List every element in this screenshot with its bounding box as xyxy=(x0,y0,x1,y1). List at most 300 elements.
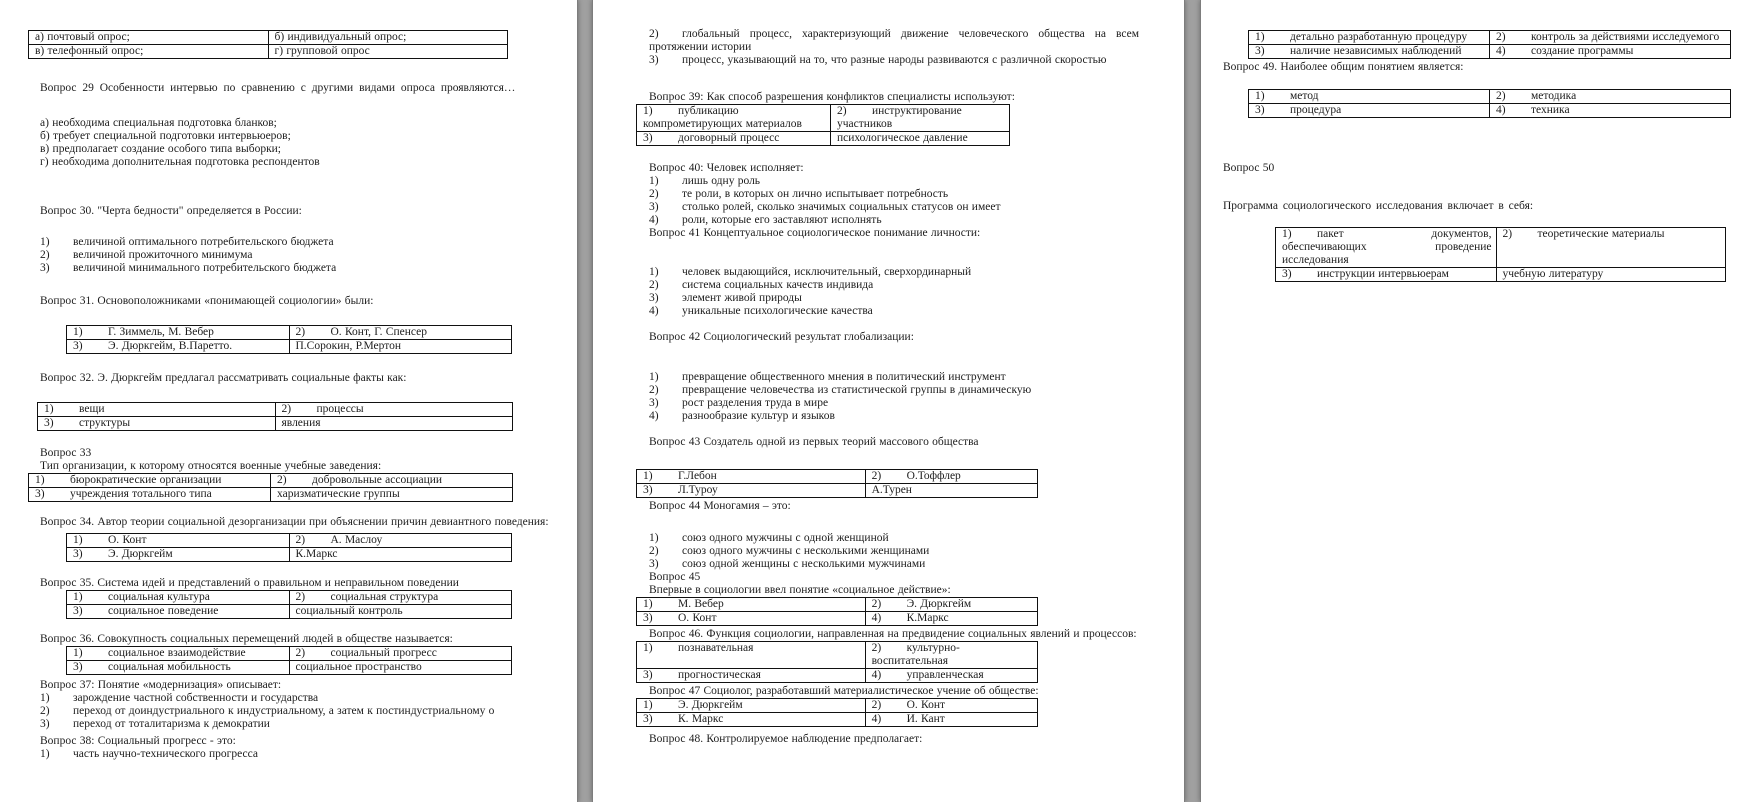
table-row xyxy=(67,591,512,605)
option-item xyxy=(649,201,1139,214)
answer-table xyxy=(636,641,1038,683)
answer-table xyxy=(28,30,508,59)
cell-number: 1) xyxy=(1282,228,1292,240)
answer-cell xyxy=(289,534,512,548)
answer-cell xyxy=(67,534,290,548)
table-row xyxy=(67,534,512,548)
options-list xyxy=(40,117,557,169)
cell-number: 2) xyxy=(295,326,306,338)
table-row xyxy=(637,470,1038,484)
options-list xyxy=(649,28,1139,67)
cell-text: К. Маркс xyxy=(678,713,724,725)
cell-number: 4) xyxy=(1496,104,1506,116)
option-text: превращение человечества из статистической группы в динамическую xyxy=(682,384,1032,396)
answer-table xyxy=(1248,89,1731,118)
option-number: 2) xyxy=(649,28,659,40)
option-number: 1) xyxy=(40,692,50,704)
option-text: зарождение частной собственности и государства xyxy=(73,692,319,704)
option-number: 3) xyxy=(40,262,50,274)
option-item xyxy=(649,175,1139,188)
page-1 xyxy=(0,0,578,802)
table-row xyxy=(1249,104,1731,118)
page-1-content xyxy=(35,0,557,761)
answer-cell xyxy=(637,612,866,626)
cell-number: 3) xyxy=(44,417,54,429)
cell-text: теоретические материалы xyxy=(1537,228,1665,240)
answer-table xyxy=(636,698,1038,727)
option-text: часть научно-технического прогресса xyxy=(73,748,258,760)
cell-text: культурно-воспитательная xyxy=(871,642,960,667)
answer-cell xyxy=(29,488,271,502)
spacer xyxy=(649,449,1139,469)
answer-cell xyxy=(1276,268,1497,282)
cell-number: 1) xyxy=(643,598,653,610)
question-paragraph: Вопрос 43 Создатель одной из первых теорий массового общества xyxy=(649,436,979,448)
cell-text: б) индивидуальный опрос; xyxy=(274,31,407,43)
answer-cell xyxy=(865,713,1037,727)
option-text: разнообразие культур и языков xyxy=(682,410,835,422)
option-number: 3) xyxy=(40,718,50,730)
table-row xyxy=(1249,45,1731,59)
question-paragraph: Вопрос 32. Э. Дюркгейм предлагал рассматривать социальные факты как: xyxy=(40,372,407,384)
table-row xyxy=(67,340,512,354)
table-row xyxy=(637,598,1038,612)
cell-text: познавательная xyxy=(678,642,754,654)
answer-table xyxy=(636,597,1038,626)
answer-cell xyxy=(289,340,512,354)
cell-text: социальное взаимодействие xyxy=(108,647,246,659)
table-row xyxy=(29,474,513,488)
option-number: 1) xyxy=(649,371,659,383)
answer-cell xyxy=(637,699,866,713)
cell-number: 1) xyxy=(643,699,653,711)
answer-cell xyxy=(289,591,512,605)
answer-cell xyxy=(1490,104,1731,118)
cell-text: управленческая xyxy=(906,669,984,681)
answer-cell xyxy=(271,474,513,488)
option-item xyxy=(40,249,557,262)
cell-number: 3) xyxy=(35,488,45,500)
cell-text: О. Конт xyxy=(678,612,717,624)
cell-text: социальная структура xyxy=(330,591,439,603)
cell-number: 1) xyxy=(44,403,54,415)
question-paragraph: Вопрос 44 Моногамия – это: xyxy=(649,500,791,512)
table-row xyxy=(29,31,508,45)
question-paragraph: Вопрос 33 xyxy=(40,447,92,459)
option-text: союз одного мужчины с одной женщиной xyxy=(682,532,889,544)
option-item xyxy=(649,292,1139,305)
option-text: лишь одну роль xyxy=(682,175,761,187)
cell-text: О. Конт xyxy=(108,534,147,546)
table-row xyxy=(67,661,512,675)
cell-text: социальное пространство xyxy=(295,661,422,673)
spacer xyxy=(40,502,557,516)
option-number: 2) xyxy=(649,279,659,291)
answer-cell xyxy=(289,661,512,675)
answer-table xyxy=(66,325,512,354)
cell-text: социальное поведение xyxy=(108,605,219,617)
answer-cell xyxy=(268,31,508,45)
option-number: 4) xyxy=(649,305,659,317)
cell-number: 1) xyxy=(643,105,653,117)
cell-text: учебную литературу xyxy=(1502,268,1604,280)
spacer xyxy=(40,275,557,295)
answer-cell xyxy=(865,470,1037,484)
option-text: величиной оптимального потребительского бюджета xyxy=(73,236,334,248)
answer-cell xyxy=(1249,90,1490,104)
answer-cell xyxy=(67,548,290,562)
cell-number: 2) xyxy=(836,105,847,117)
cell-text: Г.Лебон xyxy=(678,470,717,482)
option-number: 3) xyxy=(649,201,659,213)
table-row xyxy=(1249,90,1731,104)
cell-number: 1) xyxy=(73,647,83,659)
spacer xyxy=(1223,213,1741,227)
option-text: в) предполагает создание особого типа выборки; xyxy=(40,143,282,155)
cell-text: техника xyxy=(1531,104,1570,116)
spacer xyxy=(40,218,557,236)
question-paragraph: Впервые в социологии ввел понятие «социальное действие»: xyxy=(649,584,951,596)
cell-text: О.Тоффлер xyxy=(906,470,961,482)
option-text: союз одной женщины с несколькими мужчинами xyxy=(682,558,926,570)
question-paragraph: Вопрос 38: Социальный прогресс - это: xyxy=(40,735,236,747)
answer-cell xyxy=(289,647,512,661)
option-item xyxy=(40,718,557,731)
question-paragraph: Вопрос 47 Социолог, разработавший материалистическое учение об обществе: xyxy=(649,685,1039,697)
cell-text: К.Маркс xyxy=(906,612,949,624)
cell-text: харизматические группы xyxy=(277,488,400,500)
cell-number: 3) xyxy=(1255,45,1265,57)
cell-text: Э. Дюркгейм, В.Паретто. xyxy=(108,340,233,352)
cell-number: 2) xyxy=(871,699,882,711)
answer-cell xyxy=(67,591,290,605)
answer-cell xyxy=(38,417,276,431)
cell-text: договорный процесс xyxy=(678,132,780,144)
question-paragraph: Вопрос 34. Автор теории социальной дезорганизации при объяснении причин девиантного поведения: xyxy=(40,516,549,528)
cell-number: 1) xyxy=(1255,90,1265,102)
question-paragraph: Вопрос 41 Концептуальное социологическое понимание личности: xyxy=(649,227,981,239)
answer-cell xyxy=(637,132,831,146)
cell-text: А.Турен xyxy=(871,484,912,496)
spacer xyxy=(649,513,1139,532)
option-item xyxy=(40,748,557,761)
answer-cell xyxy=(289,326,512,340)
answer-cell xyxy=(865,699,1037,713)
option-item xyxy=(40,705,557,718)
answer-cell xyxy=(1249,45,1490,59)
options-list xyxy=(40,236,557,275)
question-paragraph: Вопрос 40: Человек исполняет: xyxy=(649,162,804,174)
cell-text: процессы xyxy=(316,403,364,415)
spacer xyxy=(1223,74,1741,89)
option-text: превращение общественного мнения в политический инструмент xyxy=(682,371,1006,383)
cell-text: инструктирование участников xyxy=(836,105,962,130)
options-list xyxy=(649,371,1139,423)
option-item xyxy=(649,279,1139,292)
question-paragraph: Вопрос 50 xyxy=(1223,162,1275,174)
option-text: те роли, в которых он лично испытывает потребность xyxy=(682,188,949,200)
cell-number: 4) xyxy=(871,612,882,624)
spacer xyxy=(1223,118,1741,162)
answer-cell xyxy=(637,470,866,484)
cell-number: 3) xyxy=(1255,104,1265,116)
option-item xyxy=(649,188,1139,201)
table-row xyxy=(637,484,1038,498)
spacer xyxy=(1223,0,1741,30)
cell-text: А. Маслоу xyxy=(330,534,383,546)
spacer xyxy=(40,431,557,447)
option-text: а) необходима специальная подготовка бланков; xyxy=(40,117,277,129)
option-item xyxy=(649,28,1139,54)
option-item xyxy=(649,532,1139,545)
question-paragraph: Вопрос 48. Контролируемое наблюдение предполагает: xyxy=(649,733,923,745)
cell-number: 2) xyxy=(295,647,306,659)
option-number: 1) xyxy=(649,532,659,544)
table-row xyxy=(1249,31,1731,45)
options-list xyxy=(649,175,1139,227)
table-row xyxy=(67,605,512,619)
answer-cell xyxy=(67,647,290,661)
answer-cell xyxy=(67,326,290,340)
cell-number: 2) xyxy=(871,470,882,482)
spacer xyxy=(649,67,1139,91)
question-paragraph: Вопрос 29 Особенности интервью по сравнению с другими видами опроса проявляются… xyxy=(40,82,516,94)
cell-number: 3) xyxy=(1282,268,1292,280)
cell-number: 2) xyxy=(871,598,882,610)
option-text: величиной прожиточного минимума xyxy=(73,249,253,261)
page-2 xyxy=(592,0,1185,802)
answer-cell xyxy=(29,45,269,59)
cell-number: 1) xyxy=(73,326,83,338)
spacer xyxy=(40,95,557,117)
cell-text: П.Сорокин, Р.Мертон xyxy=(295,340,402,352)
page-3 xyxy=(1200,0,1741,802)
option-item xyxy=(40,117,557,130)
cell-number: 1) xyxy=(643,470,653,482)
cell-number: 1) xyxy=(73,591,83,603)
option-number: 2) xyxy=(40,249,50,261)
cell-text: И. Кант xyxy=(906,713,945,725)
cell-number: 3) xyxy=(643,669,653,681)
answer-cell xyxy=(637,713,866,727)
table-row xyxy=(1276,268,1726,282)
cell-text: социальный прогресс xyxy=(330,647,437,659)
spacer xyxy=(649,0,1139,28)
table-row xyxy=(637,642,1038,669)
table-row xyxy=(637,105,1010,132)
table-row xyxy=(29,45,508,59)
option-number: 3) xyxy=(649,54,659,66)
cell-text: пакет документов, обеспечивающих проведение исследования xyxy=(1282,228,1492,266)
answer-table xyxy=(37,402,513,431)
answer-cell xyxy=(289,605,512,619)
answer-cell xyxy=(865,598,1037,612)
cell-number: 3) xyxy=(643,713,653,725)
cell-text: Э. Дюркгейм xyxy=(906,598,972,610)
option-number: 3) xyxy=(649,558,659,570)
option-number: 1) xyxy=(40,236,50,248)
cell-number: 3) xyxy=(73,661,83,673)
cell-number: 1) xyxy=(1255,31,1265,43)
option-item xyxy=(649,54,1139,67)
cell-text: психологическое давление xyxy=(836,132,968,144)
answer-cell xyxy=(1249,31,1490,45)
option-item xyxy=(649,384,1139,397)
answer-table xyxy=(636,469,1038,498)
cell-text: Г. Зиммель, М. Вебер xyxy=(108,326,214,338)
question-paragraph: Вопрос 46. Функция социологии, направленная на предвидение социальных явлений и процессов: xyxy=(649,628,1137,640)
options-list xyxy=(40,748,557,761)
cell-text: учреждения тотального типа xyxy=(70,488,212,500)
spacer xyxy=(40,385,557,402)
answer-cell xyxy=(830,132,1009,146)
answer-table xyxy=(66,590,512,619)
answer-cell xyxy=(67,661,290,675)
option-number: 2) xyxy=(40,705,50,717)
option-text: величиной минимального потребительского бюджета xyxy=(73,262,337,274)
cell-text: социальный контроль xyxy=(295,605,403,617)
option-text: уникальные психологические качества xyxy=(682,305,873,317)
answer-table xyxy=(28,473,513,502)
cell-number: 2) xyxy=(1502,228,1513,240)
answer-cell xyxy=(830,105,1009,132)
question-paragraph: Вопрос 36. Совокупность социальных перемещений людей в обществе называется: xyxy=(40,633,453,645)
spacer xyxy=(40,619,557,633)
cell-text: детально разработанную процедуру xyxy=(1290,31,1468,43)
table-row xyxy=(38,403,513,417)
cell-number: 2) xyxy=(871,642,882,654)
table-row xyxy=(38,417,513,431)
cell-number: 3) xyxy=(73,340,83,352)
option-item xyxy=(649,266,1139,279)
question-paragraph: Программа социологического исследования включает в себя: xyxy=(1223,200,1534,212)
question-paragraph: Вопрос 42 Социологический результат глобализации: xyxy=(649,331,914,343)
question-paragraph: Вопрос 39: Как способ разрешения конфликтов специалисты используют: xyxy=(649,91,1015,103)
cell-number: 2) xyxy=(281,403,292,415)
cell-text: а) почтовый опрос; xyxy=(35,31,130,43)
option-text: б) требует специальной подготовки интервьюеров; xyxy=(40,130,291,142)
cell-number: 3) xyxy=(643,132,653,144)
cell-text: социальная мобильность xyxy=(108,661,231,673)
option-item xyxy=(649,305,1139,318)
option-item xyxy=(649,214,1139,227)
option-text: г) необходима дополнительная подготовка респондентов xyxy=(40,156,320,168)
spacer xyxy=(40,59,557,82)
cell-text: контроль за действиями исследуемого xyxy=(1531,31,1720,43)
option-item xyxy=(40,156,557,169)
spacer xyxy=(1223,175,1741,200)
cell-number: 4) xyxy=(871,713,882,725)
spacer xyxy=(40,0,557,30)
answer-cell xyxy=(637,642,866,669)
option-number: 1) xyxy=(649,175,659,187)
cell-number: 1) xyxy=(643,642,653,654)
option-number: 2) xyxy=(649,384,659,396)
cell-number: 2) xyxy=(1496,90,1506,102)
page-2-content xyxy=(643,0,1139,746)
option-text: переход от доиндустриального к индустриальному, а затем к постиндустриальному о xyxy=(73,705,495,717)
option-text: человек выдающийся, исключительный, сверхординарный xyxy=(682,266,972,278)
answer-cell xyxy=(865,669,1037,683)
answer-cell xyxy=(38,403,276,417)
table-row xyxy=(67,548,512,562)
answer-cell xyxy=(637,598,866,612)
spacer xyxy=(649,240,1139,266)
cell-text: вещи xyxy=(79,403,105,415)
cell-number: 2) xyxy=(295,534,306,546)
cell-text: г) групповой опрос xyxy=(274,45,370,57)
answer-cell xyxy=(275,403,513,417)
answer-table xyxy=(1275,227,1726,282)
option-number: 2) xyxy=(649,545,659,557)
cell-text: метод xyxy=(1290,90,1319,102)
options-list xyxy=(40,692,557,731)
question-paragraph: Вопрос 35. Система идей и представлений о правильном и неправильном поведении xyxy=(40,577,459,589)
spacer xyxy=(40,169,557,205)
answer-cell xyxy=(1249,104,1490,118)
cell-number: 4) xyxy=(1496,45,1506,57)
cell-text: процедура xyxy=(1290,104,1342,116)
option-number: 4) xyxy=(649,214,659,226)
cell-number: 2) xyxy=(295,591,306,603)
answer-table xyxy=(66,646,512,675)
answer-cell xyxy=(865,642,1037,669)
answer-table xyxy=(636,104,1010,146)
cell-text: публикацию компрометирующих материалов xyxy=(643,105,802,130)
option-item xyxy=(649,545,1139,558)
option-text: элемент живой природы xyxy=(682,292,802,304)
cell-number: 3) xyxy=(73,548,83,560)
spacer xyxy=(649,318,1139,331)
answer-cell xyxy=(637,105,831,132)
option-number: 2) xyxy=(649,188,659,200)
option-text: роли, которые его заставляют исполнять xyxy=(682,214,882,226)
cell-text: прогностическая xyxy=(678,669,761,681)
option-item xyxy=(649,397,1139,410)
cell-text: Э. Дюркгейм xyxy=(678,699,743,711)
cell-text: М. Вебер xyxy=(678,598,724,610)
spacer xyxy=(649,423,1139,436)
option-text: столько ролей, сколько значимых социальных статусов он имеет xyxy=(682,201,1001,213)
cell-text: Л.Туроу xyxy=(678,484,718,496)
cell-text: в) телефонный опрос; xyxy=(35,45,144,57)
question-paragraph: Вопрос 30. "Черта бедности" определяется в России: xyxy=(40,205,302,217)
cell-text: О. Конт xyxy=(906,699,946,711)
cell-number: 2) xyxy=(1496,31,1506,43)
answer-table xyxy=(66,533,512,562)
answer-cell xyxy=(1490,90,1731,104)
option-number: 1) xyxy=(649,266,659,278)
cell-text: Э. Дюркгейм xyxy=(108,548,173,560)
option-item xyxy=(40,692,557,705)
cell-text: создание программы xyxy=(1531,45,1634,57)
answer-cell xyxy=(865,612,1037,626)
answer-cell xyxy=(1496,228,1726,268)
question-paragraph: Вопрос 37: Понятие «модернизация» описывает: xyxy=(40,679,282,691)
spacer xyxy=(40,354,557,372)
cell-text: социальная культура xyxy=(108,591,210,603)
table-row xyxy=(637,699,1038,713)
table-row xyxy=(637,669,1038,683)
page-3-content xyxy=(1223,0,1741,282)
answer-cell xyxy=(29,31,269,45)
answer-cell xyxy=(1276,228,1497,268)
table-row xyxy=(29,488,513,502)
option-text: переход от тоталитаризма к демократии xyxy=(73,718,270,730)
answer-table xyxy=(1248,30,1731,59)
option-item xyxy=(40,130,557,143)
option-text: рост разделения труда в мире xyxy=(682,397,829,409)
